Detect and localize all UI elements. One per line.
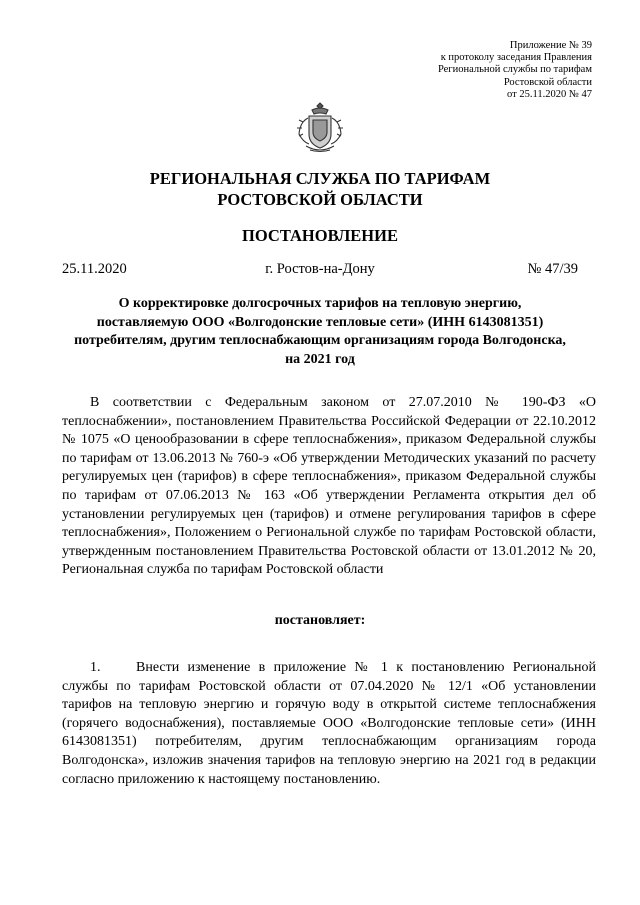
decree-word: постановляет: — [274, 613, 366, 628]
annex-line: к протоколу заседания Правления — [440, 52, 592, 64]
document-number: № 47/39 — [527, 261, 578, 277]
document-title — [62, 295, 578, 369]
annex-line: Приложение № 39 — [509, 40, 592, 51]
annex-note — [438, 40, 592, 101]
item-number: 1. — [90, 660, 101, 675]
annex-line: Ростовской области — [503, 76, 592, 88]
title-line: потребителям, другим теплоснабжающим организациям города Волгодонска, — [74, 333, 566, 349]
title-line: поставляемую ООО «Волгодонские тепловые сети» (ИНН 6143081351) — [96, 314, 544, 330]
title-line: на 2021 год — [285, 351, 355, 367]
annex-line: Региональной службы по тарифам — [437, 64, 592, 76]
organization-name — [0, 168, 640, 210]
title-line: О корректировке долгосрочных тарифов на тепловую энергию, — [118, 296, 522, 311]
document-type: ПОСТАНОВЛЕНИЕ — [242, 226, 398, 245]
annex-line: от 25.11.2020 № 47 — [507, 88, 592, 100]
org-line: РЕГИОНАЛЬНАЯ СЛУЖБА ПО ТАРИФАМ — [149, 169, 491, 188]
coat-of-arms-icon — [294, 98, 346, 154]
item-text: Внести изменение в приложение № 1 к постановлению Региональной службы по тарифам Ростовской области от 07.04.2020 № 12/1 «Об установлении тарифов на тепловую энергию и горячую воду в открытой системе теплоснабжения (горячего водоснабжения), поставляемые ООО «Волгодонские тепловые сети» (ИНН 6143081351) потребителям, другим теплоснабжающим организациям города Волгодонска», изложив значения тарифов на тепловую энергию на 2021 год в редакции согласно приложению к настоящему постановлению. — [62, 660, 596, 787]
document-date: 25.11.2020 — [62, 261, 127, 277]
item-1-paragraph — [62, 659, 596, 789]
document-city: г. Ростов-на-Дону — [265, 261, 375, 277]
org-line: РОСТОВСКОЙ ОБЛАСТИ — [217, 190, 423, 209]
preamble-paragraph: В соответствии с Федеральным законом от 27.07.2010 № 190-ФЗ «О теплоснабжении», постановлением Правительства Российской Федерации от 22.10.2012 № 1075 «О ценообразовании в сфере теплоснабжения», приказом Федеральной службы по тарифам от 13.06.2013 № 760-э «Об утверждении Методических указаний по расчету регулируемых цен (тарифов) в сфере теплоснабжения», приказом Федеральной службы по тарифам от 07.06.2013 № 163 «Об утверждении Регламента открытия дел об установлении регулируемых цен (тарифов) и отмене регулирования тарифов в сфере теплоснабжения», Положением о Региональной службе по тарифам Ростовской области, утвержденным постановлением Правительства Ростовской области от 13.01.2012 № 20, Региональная служба по тарифам Ростовской области — [62, 395, 596, 578]
